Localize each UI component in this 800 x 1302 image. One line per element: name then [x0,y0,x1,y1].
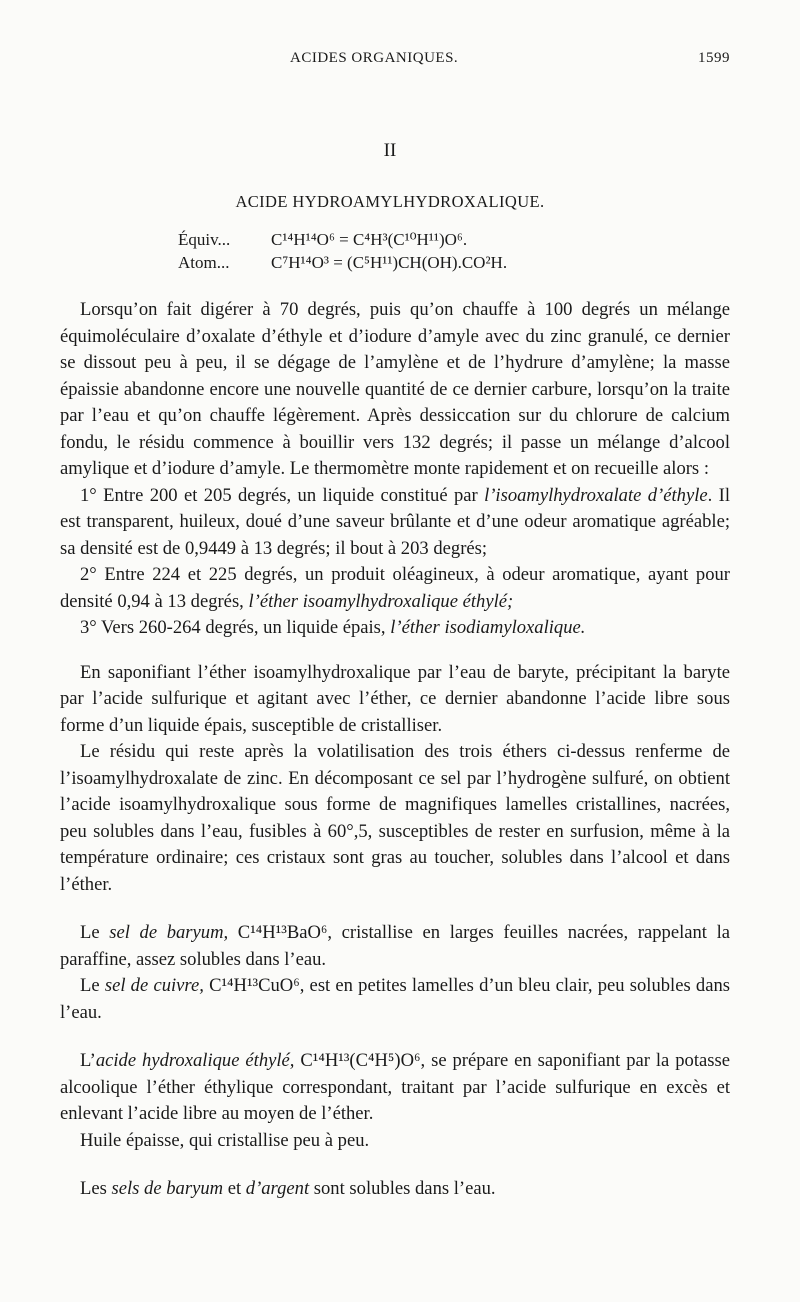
formula-text: C¹⁴H¹⁴O⁶ = C⁴H³(C¹⁰H¹¹)O⁶. [271,230,468,249]
paragraph-copper-salt: Le sel de cuivre, C¹⁴H¹³CuO⁶, est en petites lamelles d’un bleu clair, peu solubles dans l’eau. [60,975,730,1023]
page-number: 1599 [698,50,730,66]
paragraph-preparation: Lorsqu’on fait digérer à 70 degrés, puis qu’on chauffe à 100 degrés un mélange équimoléculaire d’oxalate d’éthyle et d’iodure d’amyle avec du zinc granulé, ce dernier se dissout peu à peu, il se dégage de l’amylène et de l’hydrure d’amylène; la masse épaissie abandonne encore une nouvelle quantité de ce dernier carbure, lorsqu’on la traite par l’eau et qu’on chauffe légèrement. Après dessiccation sur du chlorure de calcium fondu, le résidu commence à bouillir vers 132 degrés; il passe un mélange d’alcool amylique et d’iodure d’amyle. Le thermomètre monte rapidement et on recueille alors : [60,299,730,479]
running-header [60,50,730,80]
paragraph-residue: Le résidu qui reste après la volatilisation des trois éthers ci-dessus renferme de l’isoamylhydroxalate de zinc. En décomposant ce sel par l’hydrogène sulfuré, on obtient l’acide isoamylhydroxalique sous forme de magnifiques lamelles cristallines, nacrées, peu solubles dans l’eau, fusibles à 60°,5, susceptibles de rester en surfusion, même à la température ordinaire; ces cristaux sont gras au toucher, solubles dans l’alcool et dans l’éther. [60,741,730,895]
paragraph-saponification: En saponifiant l’éther isoamylhydroxalique par l’eau de baryte, précipitant la baryte par l’acide sulfurique et agitant avec l’éther, ce dernier abandonne l’acide libre sous forme d’un liquide épais, susceptible de cristalliser. [60,661,730,736]
list-item-2: 2° Entre 224 et 225 degrés, un produit oléagineux, à odeur aromatique, ayant pour densité 0,94 à 13 degrés, l’éther isoamylhydroxalique éthylé; [60,564,730,612]
running-title: ACIDES ORGANIQUES. [290,50,459,66]
document-page [60,50,730,1203]
paragraph-ethyl-acid: L’acide hydroxalique éthylé, C¹⁴H¹³(C⁴H⁵)O⁶, se prépare en saponifiant par la potasse alcoolique l’éther éthylique correspondant, traitant par l’acide sulfurique en excès et enlevant l’acide libre au moyen de l’éther. [60,1050,730,1124]
formula-atom [178,251,730,274]
list-item-1: 1° Entre 200 et 205 degrés, un liquide constitué par l’isoamylhydroxalate d’éthyle. Il est transparent, huileux, doué d’une saveur brûlante et d’une odeur aromatique agréable; sa densité est de 0,9449 à 13 degrés; il bout à 203 degrés; [60,484,730,559]
formula-text: C⁷H¹⁴O³ = (C⁵H¹¹)CH(OH).CO²H. [271,253,508,272]
paragraph-oil: Huile épaisse, qui cristallise peu à peu. [80,1129,370,1151]
paragraph-salts: Les sels de baryum et d’argent sont solubles dans l’eau. [80,1178,496,1199]
formula-equiv [178,228,730,251]
formula-label: Atom... [178,253,230,272]
formula-block [178,228,730,274]
paragraph-barium-salt: Le sel de baryum, C¹⁴H¹³BaO⁶, cristallise en larges feuilles nacrées, rappelant la paraffine, assez solubles dans l’eau. [60,922,730,970]
formula-label: Équiv... [178,230,231,249]
list-item-3: 3° Vers 260-264 degrés, un liquide épais, l’éther isodiamyloxalique. [80,617,586,638]
section-number: II [383,140,397,161]
section-title: ACIDE HYDROAMYLHYDROXALIQUE. [235,192,545,211]
